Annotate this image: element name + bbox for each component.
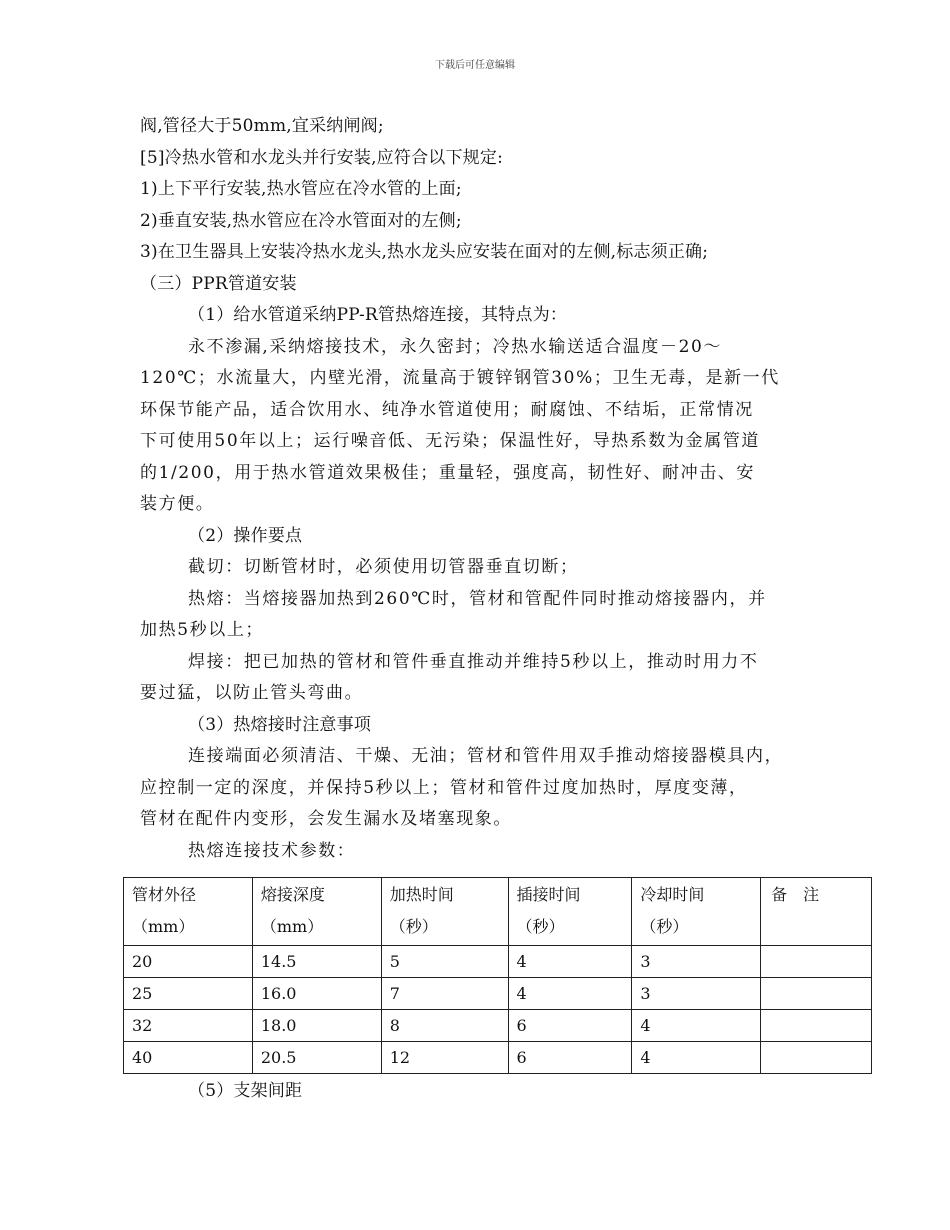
table-cell: 25 bbox=[124, 978, 253, 1010]
table-cell: 4 bbox=[508, 946, 632, 978]
document-body bbox=[140, 111, 830, 867]
table-header-row bbox=[124, 878, 872, 946]
table-cell: 18.0 bbox=[252, 1010, 381, 1042]
table-cell: 14.5 bbox=[252, 946, 381, 978]
table-cell: 3 bbox=[632, 946, 761, 978]
table-cell: 4 bbox=[508, 978, 632, 1010]
header-cell: 管材外径 （mm） bbox=[124, 878, 253, 946]
text-line: 阀,管径大于50mm,宜采纳闸阀; bbox=[140, 116, 384, 136]
paragraph-line: 的1/200，用于热水管道效果极佳；重量轻，强度高，韧性好、耐冲击、安 bbox=[140, 462, 755, 483]
paragraph-line: 120℃；水流量大，内壁光滑，流量高于镀锌钢管30%；卫生无毒，是新一代 bbox=[140, 368, 780, 388]
header-cell: 插接时间 （秒） bbox=[508, 878, 632, 946]
table-cell: 16.0 bbox=[252, 978, 381, 1010]
paragraph-line: 加热5秒以上； bbox=[140, 620, 265, 640]
subsection-heading: （1）给水管道采纳PP-R管热熔连接，其特点为： bbox=[188, 305, 568, 325]
table-cell: 20.5 bbox=[252, 1042, 381, 1074]
table-cell: 4 bbox=[632, 1010, 761, 1042]
table-cell: 7 bbox=[381, 978, 508, 1010]
table-cell: 20 bbox=[124, 946, 253, 978]
paragraph-line: 环保节能产品，适合饮用水、纯净水管道使用；耐腐蚀、不结垢，正常情况 bbox=[140, 399, 754, 420]
section-heading: （三）PPR管道安装 bbox=[140, 273, 297, 294]
table-row bbox=[124, 946, 872, 978]
table-cell bbox=[761, 1010, 872, 1042]
table-caption: 热熔连接技术参数： bbox=[188, 840, 356, 861]
paragraph-line: 焊接：把已加热的管材和管件垂直推动并维持5秒以上，推动时用力不 bbox=[188, 651, 759, 672]
table-cell: 12 bbox=[381, 1042, 508, 1074]
paragraph-line: 热熔：当熔接器加热到260℃时，管材和管配件同时推动熔接器内，并 bbox=[188, 588, 767, 609]
table-cell: 5 bbox=[381, 946, 508, 978]
text-line: 1)上下平行安装,热水管应在冷水管的上面; bbox=[140, 179, 462, 199]
paragraph-line: 截切：切断管材时，必须使用切管器垂直切断； bbox=[188, 557, 579, 577]
paragraph-line: 装方便。 bbox=[140, 494, 215, 514]
paragraph-line: 下可使用50年以上；运行噪音低、无污染；保温性好，导热系数为金属管道 bbox=[140, 431, 761, 451]
header-cell: 加热时间 （秒） bbox=[381, 878, 508, 946]
table-cell: 4 bbox=[632, 1042, 761, 1074]
table-cell: 40 bbox=[124, 1042, 253, 1074]
table-cell bbox=[761, 978, 872, 1010]
subsection-heading: （5）支架间距 bbox=[188, 1081, 303, 1101]
paragraph-line: 连接端面必须清洁、干燥、无油；管材和管件用双手推动熔接器模具内， bbox=[188, 746, 784, 766]
table-cell: 6 bbox=[508, 1042, 632, 1074]
table-row bbox=[124, 978, 872, 1010]
header-cell: 冷却时间 （秒） bbox=[632, 878, 761, 946]
paragraph-line: 应控制一定的深度，并保持5秒以上；管材和管件过度加热时，厚度变薄， bbox=[140, 777, 748, 798]
table-cell: 8 bbox=[381, 1010, 508, 1042]
table-cell bbox=[761, 946, 872, 978]
table-cell: 3 bbox=[632, 978, 761, 1010]
header-cell: 熔接深度 （mm） bbox=[252, 878, 381, 946]
parameters-table bbox=[123, 877, 872, 1074]
text-line: 3)在卫生器具上安装冷热水龙头,热水龙头应安装在面对的左侧,标志须正确; bbox=[140, 242, 709, 262]
table-cell: 32 bbox=[124, 1010, 253, 1042]
subsection-heading: （3）热熔接时注意事项 bbox=[188, 714, 372, 735]
table-row bbox=[124, 1042, 872, 1074]
header-cell: 备 注 bbox=[761, 878, 872, 946]
subsection-heading: （2）操作要点 bbox=[188, 525, 303, 546]
table-row bbox=[124, 1010, 872, 1042]
paragraph-line: 永不渗漏,采纳熔接技术，永久密封；冷热水输送适合温度－20～ bbox=[188, 336, 723, 357]
text-line: [5]冷热水管和水龙头并行安装,应符合以下规定: bbox=[140, 147, 504, 168]
page-header: 下载后可任意编辑 bbox=[435, 60, 515, 71]
paragraph-line: 要过猛，以防止管头弯曲。 bbox=[140, 683, 364, 703]
text-line: 2)垂直安装,热水管应在冷水管面对的左侧; bbox=[140, 210, 462, 231]
table-cell: 6 bbox=[508, 1010, 632, 1042]
paragraph-line: 管材在配件内变形，会发生漏水及堵塞现象。 bbox=[140, 809, 512, 829]
table-cell bbox=[761, 1042, 872, 1074]
